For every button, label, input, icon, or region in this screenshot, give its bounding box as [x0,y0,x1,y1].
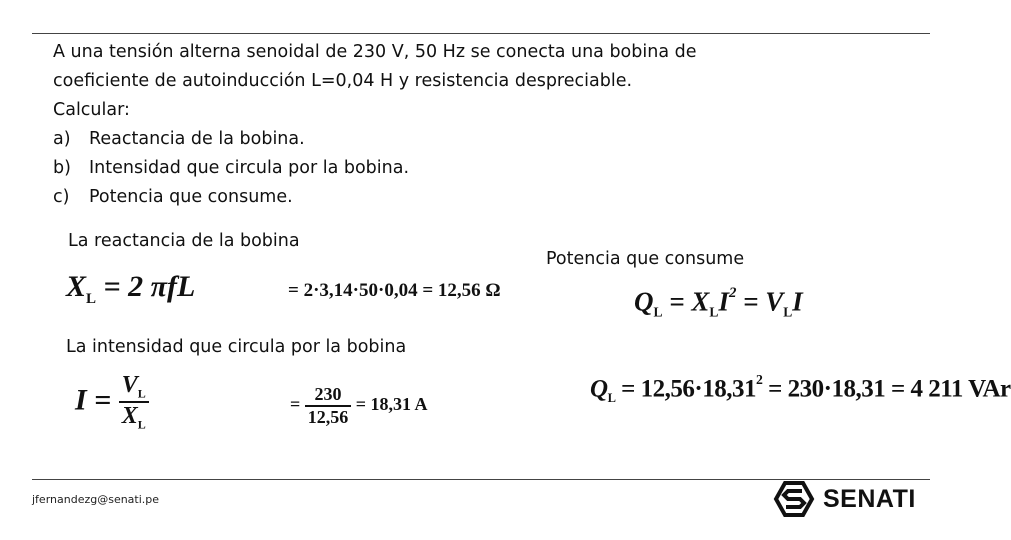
intensity-formula: I = $\frac{V_L}{X_L}$ [75,372,149,433]
list-item-text: Intensidad que circula por la bobina. [89,158,410,178]
reactance-result: = 2·3,14·50·0,04 = 12,56 Ω [288,280,501,301]
list-marker: b) [53,158,71,178]
power-label: Potencia que consume [546,249,745,269]
reactance-label: La reactancia de la bobina [68,231,300,251]
problem-line-3: Calcular: [53,100,130,120]
author-email: jfernandezg@senati.pe [32,493,160,506]
intensity-label: La intensidad que circula por la bobina [66,337,407,357]
top-divider [32,33,930,34]
list-item [53,154,697,183]
intensity-result: = $\frac{230}{12,56}$ = 18,31 A [290,384,428,427]
list-marker: a) [53,129,71,149]
problem-line-2: coeficiente de autoinducción L=0,04 H y resistencia despreciable. [53,71,633,91]
power-result: $Q_L = 12,56\cdot 18,31^2 = 230\cdot 18,31 = 4$ 211 VAr [590,372,1011,405]
problem-statement [53,38,697,212]
list-item [53,125,697,154]
problem-line-1: A una tensión alterna senoidal de 230 V, 50 Hz se conecta una bobina de [53,42,697,62]
question-list [53,125,697,212]
list-item-text: Potencia que consume. [89,187,293,207]
bottom-divider [32,479,930,480]
senati-logo-icon [775,482,813,516]
brand-name: SENATI [823,484,916,513]
reactance-formula: $X_L = 2$ πfL [66,270,196,307]
list-marker: c) [53,187,70,207]
list-item [53,183,697,212]
power-formula: $Q_L = X_LI^2 = V_LI$ [634,285,803,320]
list-item-text: Reactancia de la bobina. [89,129,305,149]
senati-logo [775,482,916,516]
